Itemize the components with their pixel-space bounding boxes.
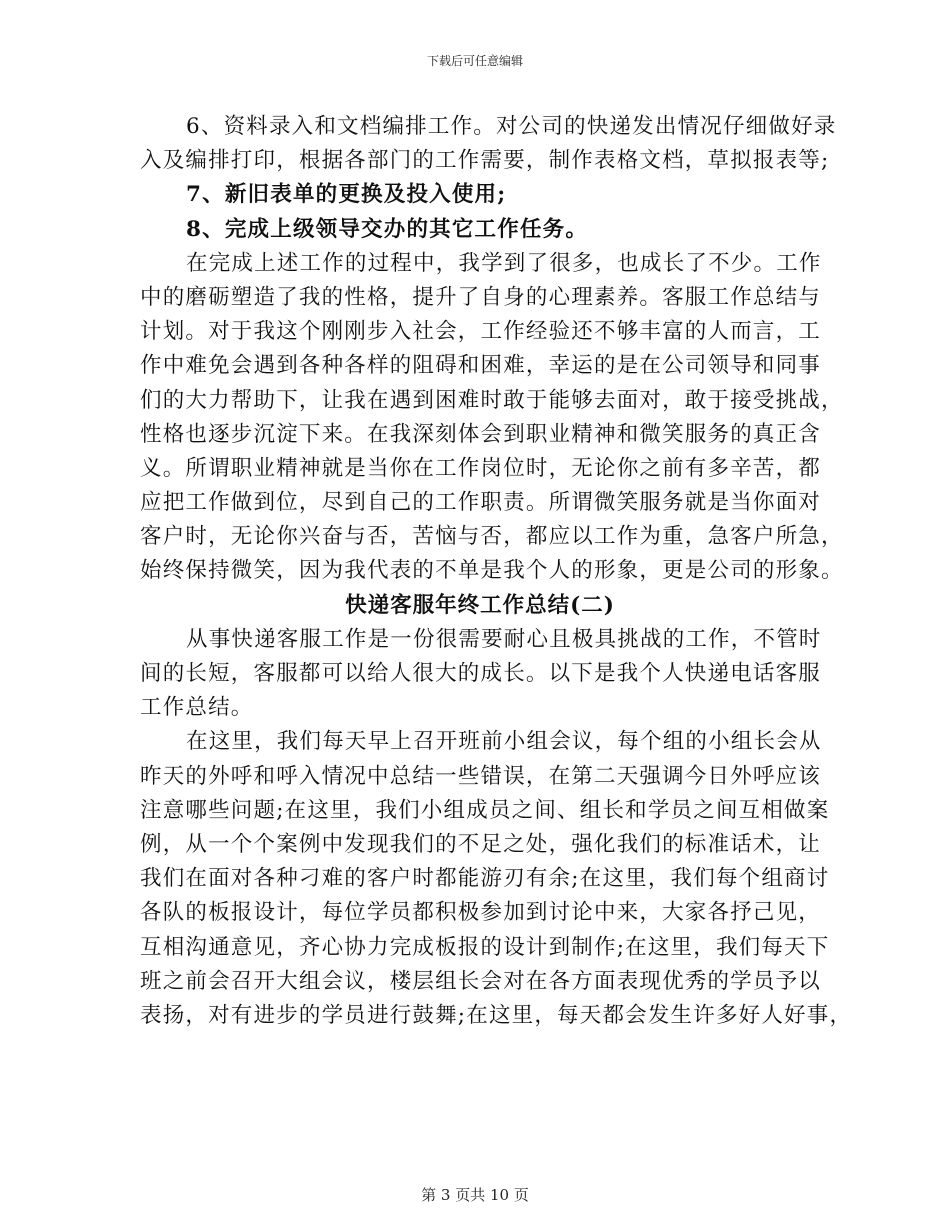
text-line: 8、完成上级领导交办的其它工作任务。 xyxy=(186,216,589,242)
text-line: 互相沟通意见，齐心协力完成板报的设计到制作;在这里，我们每天下 xyxy=(140,934,830,960)
text-line: 注意哪些问题;在这里，我们小组成员之间、组长和学员之间互相做案 xyxy=(140,797,830,823)
text-line: 各队的板报设计，每位学员都积极参加到讨论中来，大家各抒己见， xyxy=(140,900,822,926)
text-line: 在这里，我们每天早上召开班前小组会议，每个组的小组长会从 xyxy=(186,729,822,755)
text-line: 性格也逐步沉淀下来。在我深刻体会到职业精神和微笑服务的真正含 xyxy=(140,421,822,447)
text-line: 应把工作做到位，尽到自己的工作职责。所谓微笑服务就是当你面对 xyxy=(140,490,822,516)
text-line: 班之前会召开大组会议，楼层组长会对在各方面表现优秀的学员予以 xyxy=(140,968,822,994)
text-line: 我们在面对各种刁难的客户时都能游刃有余;在这里，我们每个组商讨 xyxy=(140,866,830,892)
text-line: 计划。对于我这个刚刚步入社会，工作经验还不够丰富的人而言，工 xyxy=(140,319,822,345)
text-line: 从事快递客服工作是一份很需要耐心且极具挑战的工作，不管时 xyxy=(186,626,822,652)
text-line: 作中难免会遇到各种各样的阻碍和困难，幸运的是在公司领导和同事 xyxy=(140,353,822,379)
paragraph-block-2 xyxy=(140,623,853,1033)
text-line: 义。所谓职业精神就是当你在工作岗位时，无论你之前有多辛苦，都 xyxy=(140,455,822,481)
text-line: 在完成上述工作的过程中，我学到了很多，也成长了不少。工作 xyxy=(186,250,822,276)
text-line: 客户时，无论你兴奋与否，苦恼与否，都应以工作为重，急客户所急， xyxy=(140,524,844,550)
text-line: 6、资料录入和文档编排工作。对公司的快递发出情况仔细做好录 xyxy=(186,114,837,139)
text-line: 工作总结。 xyxy=(140,695,254,721)
text-line: 间的长短，客服都可以给人很大的成长。以下是我个人快递电话客服 xyxy=(140,661,822,686)
text-line: 入及编排打印，根据各部门的工作需要，制作表格文档，草拟报表等; xyxy=(140,148,830,174)
text-line: 例，从一个个案例中发现我们的不足之处，强化我们的标准话术，让 xyxy=(140,831,822,857)
text-line: 们的大力帮助下，让我在遇到困难时敢于能够去面对，敢于接受挑战， xyxy=(140,387,844,413)
page-header: 下载后可任意编辑 xyxy=(426,54,523,68)
text-line: 昨天的外呼和呼入情况中总结一些错误，在第二天强调今日外呼应该 xyxy=(140,763,822,789)
text-line: 中的磨砺塑造了我的性格，提升了自身的心理素养。客服工作总结与 xyxy=(140,284,822,310)
text-line: 始终保持微笑，因为我代表的不单是我个人的形象，更是公司的形象。 xyxy=(140,558,844,584)
paragraph-block-1 xyxy=(140,110,844,589)
text-line: 表扬，对有进步的学员进行鼓舞;在这里，每天都会发生许多好人好事， xyxy=(140,1002,853,1028)
text-line: 7、新旧表单的更换及投入使用; xyxy=(186,182,507,208)
section-title: 快递客服年终工作总结(二) xyxy=(345,592,615,618)
document-body xyxy=(140,110,853,1033)
page-footer: 第 3 页共 10 页 xyxy=(421,1186,529,1204)
